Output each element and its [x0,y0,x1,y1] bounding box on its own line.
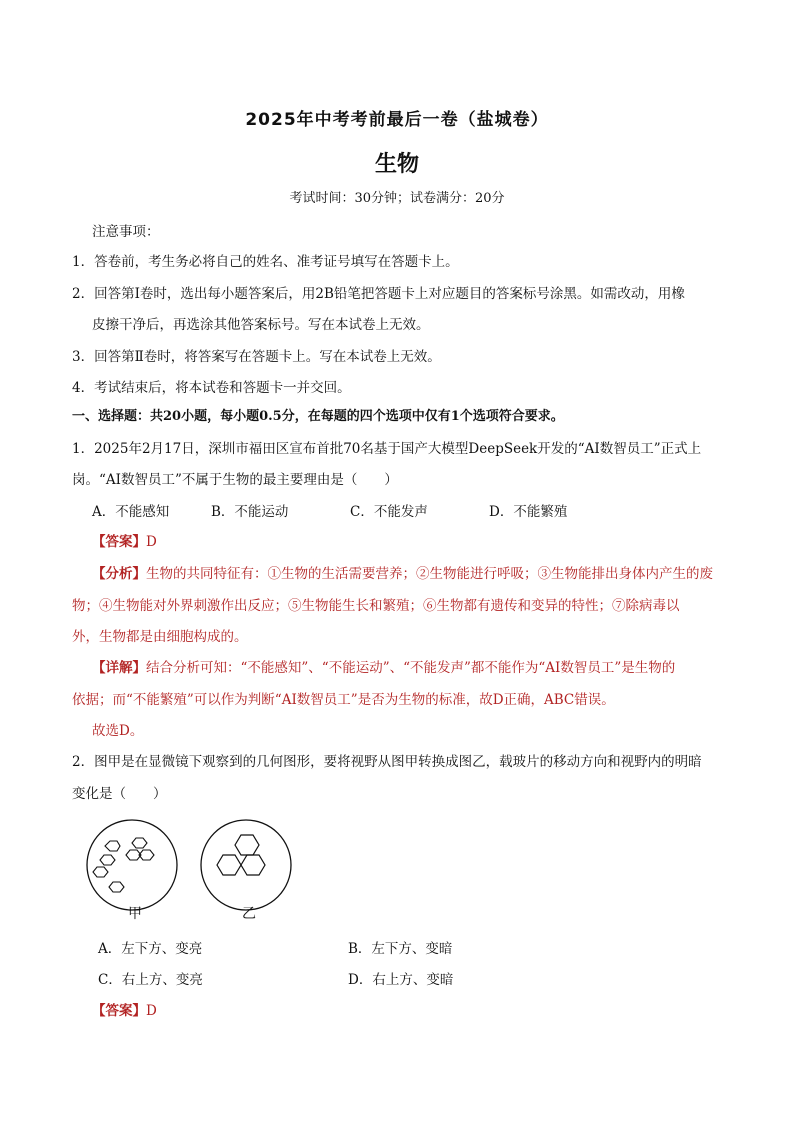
exam-title: 2025年中考考前最后一卷（盐城卷） [245,110,549,130]
q1-option-c: C．不能发声 [350,504,428,520]
q1-options [92,500,567,520]
figure-label-jia: 甲 [128,906,142,922]
q2-stem-line2: 变化是（ ） [72,786,167,802]
q2-option-c: C．右上方、变亮 [98,972,203,988]
field-jia-circle [87,820,177,910]
q1-option-d: D．不能繁殖 [489,504,568,520]
q1-answer [92,530,157,550]
analysis-text: 生物的共同特征有：①生物的生活需要营养；②生物能进行呼吸；③生物能排出身体内产生的废 [146,566,713,582]
answer-tag: 【答案】 [92,534,146,550]
q2-option-d: D．右上方、变暗 [348,972,454,988]
q1-detail-line1 [92,656,675,676]
q2-stem-line1: 2．图甲是在显微镜下观察到的几何图形，要将视野从图甲转换成图乙，载玻片的移动方向和视野内的明暗 [72,754,702,770]
notice-heading: 注意事项： [92,224,160,240]
notice-item-2-cont: 皮擦干净后，再选涂其他答案标号。写在本试卷上无效。 [92,317,430,333]
answer-value: D [146,1003,157,1019]
q2-options-row1 [98,937,452,957]
notice-item-4: 4．考试结束后，将本试卷和答题卡一并交回。 [72,380,351,396]
figure-label-yi: 乙 [242,906,256,922]
q1-analysis-line3: 外，生物都是由细胞构成的。 [72,629,248,645]
q1-stem-line2: 岗。“AI数智员工”不属于生物的最主要理由是（ ） [72,472,398,488]
notice-item-3: 3．回答第Ⅱ卷时，将答案写在答题卡上。写在本试卷上无效。 [72,349,441,365]
q1-detail-line2: 依据；而“不能繁殖”可以作为判断“AI数智员工”是否为生物的标准，故D正确，ABC错误。 [72,692,615,708]
exam-info: 考试时间：30分钟；试卷满分：20分 [289,191,505,206]
q1-option-b: B．不能运动 [211,504,289,520]
notice-item-1: 1．答卷前，考生务必将自己的姓名、准考证号填写在答题卡上。 [72,254,459,270]
detail-text: 结合分析可知：“不能感知”、“不能运动”、“不能发声”都不能作为“AI数智员工”是生物的 [146,660,676,676]
q2-answer [92,999,157,1019]
q2-options-row2 [98,968,453,988]
detail-tag: 【详解】 [92,660,146,676]
q1-conclusion: 故选D。 [92,723,144,739]
answer-tag: 【答案】 [92,1003,146,1019]
microscope-figure [84,815,304,925]
answer-value: D [146,534,157,550]
analysis-tag: 【分析】 [92,566,146,582]
q2-option-b: B．左下方、变暗 [348,941,453,957]
q1-option-a: A．不能感知 [92,504,170,520]
microscope-fields-svg [84,815,304,925]
notice-item-2: 2．回答第Ⅰ卷时，选出每小题答案后，用2B铅笔把答题卡上对应题目的答案标号涂黑。如需改动，用橡 [72,286,685,302]
field-yi-hexagons [217,835,265,875]
q2-option-a: A．左下方、变亮 [98,941,203,957]
q1-stem-line1: 1．2025年2月17日，深圳市福田区宣布首批70名基于国产大模型DeepSeek开发的“AI数智员工”正式上 [72,441,702,457]
q1-analysis-line2: 物；④生物能对外界刺激作出反应；⑤生物能生长和繁殖；⑥生物都有遗传和变异的特性；⑦除病毒以 [72,598,680,614]
subject-title: 生物 [374,152,419,177]
section-heading: 一、选择题：共20小题，每小题0.5分，在每题的四个选项中仅有1个选项符合要求。 [72,409,564,424]
q1-analysis-line1 [92,562,713,582]
field-jia-hexagons [93,838,154,892]
field-yi-circle [201,820,291,910]
